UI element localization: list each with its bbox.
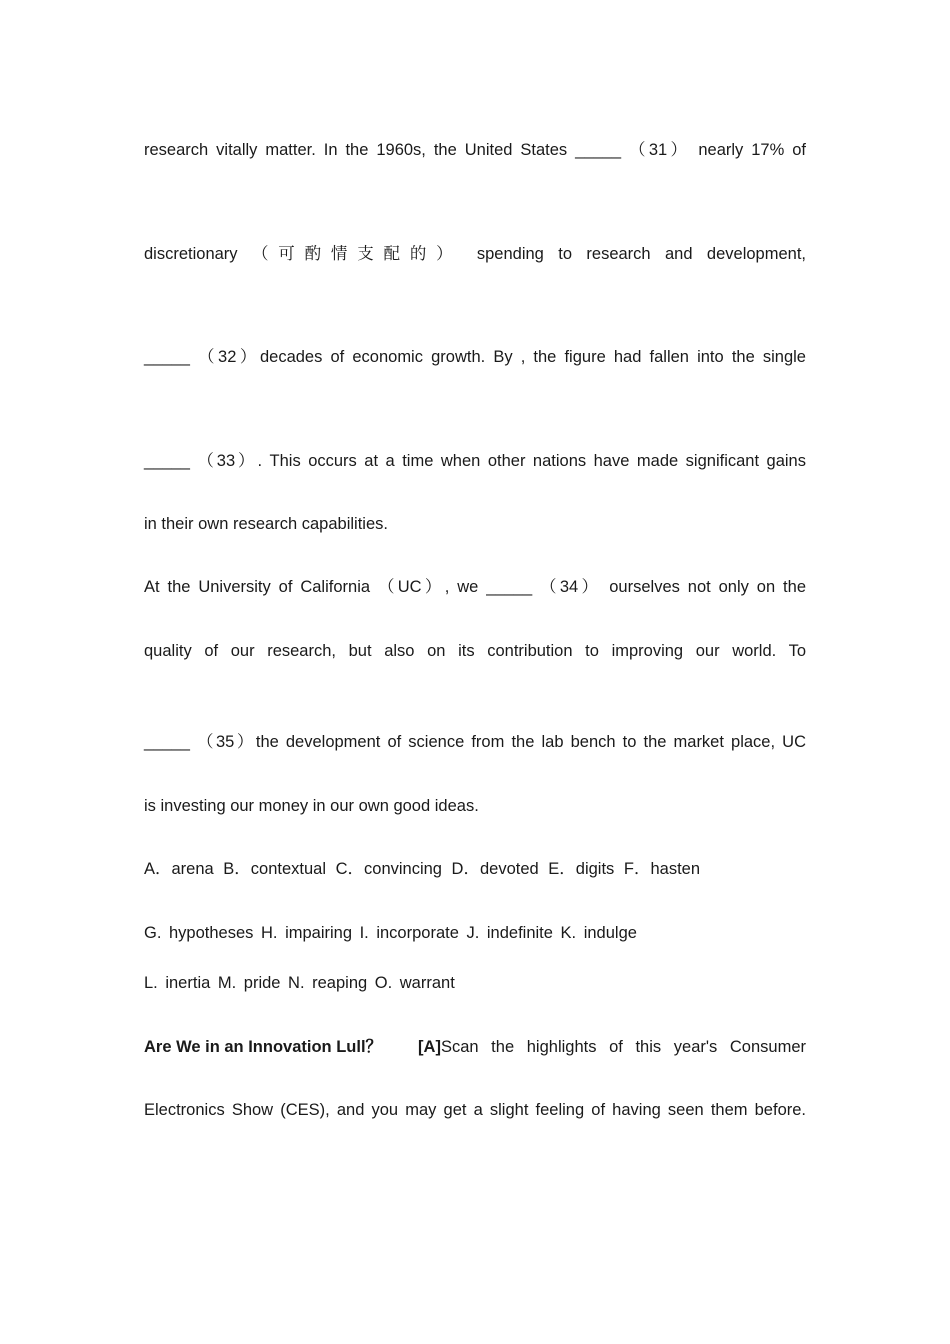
text-line-5: in their own research capabilities. bbox=[144, 515, 388, 533]
options-row-2: G. hypotheses H. impairing I. incorporate J. indefinite K. indulge bbox=[144, 924, 637, 942]
options-row-3: L. inertia M. pride N. reaping O. warrant bbox=[144, 974, 455, 992]
options-row-1: A．arena B．contextual C．convincing D．devoted E．digits F．hasten bbox=[144, 860, 701, 878]
passage-title: Are We in an Innovation Lull？ bbox=[144, 1038, 383, 1056]
text-line-6: At the University of California （UC）, we _____ （34） ourselves not only on the bbox=[144, 578, 806, 596]
passage-second-line: Electronics Show (CES), and you may get a slight feeling of having seen them before. bbox=[144, 1101, 806, 1119]
text-line-3: _____ （32）decades of economic growth. By , the figure had fallen into the single bbox=[144, 348, 806, 366]
passage-first-line bbox=[144, 1037, 806, 1057]
text-line-7: quality of our research, but also on its contribution to improving our world. To bbox=[144, 642, 806, 660]
passage-first-line-text: Scan the highlights of this year's Consumer bbox=[440, 1038, 806, 1056]
text-line-1: research vitally matter. In the 1960s, the United States _____ （31） nearly 17% of bbox=[144, 141, 806, 159]
text-line-2: discretionary （可酌情支配的） spending to research and development, bbox=[144, 245, 806, 263]
text-line-4: _____ （33）. This occurs at a time when other nations have made significant gains bbox=[144, 452, 806, 470]
paragraph-label: [A] bbox=[418, 1038, 441, 1056]
text-line-8: _____ （35）the development of science from the lab bench to the market place, UC bbox=[144, 733, 806, 751]
text-line-9: is investing our money in our own good ideas. bbox=[144, 797, 479, 815]
